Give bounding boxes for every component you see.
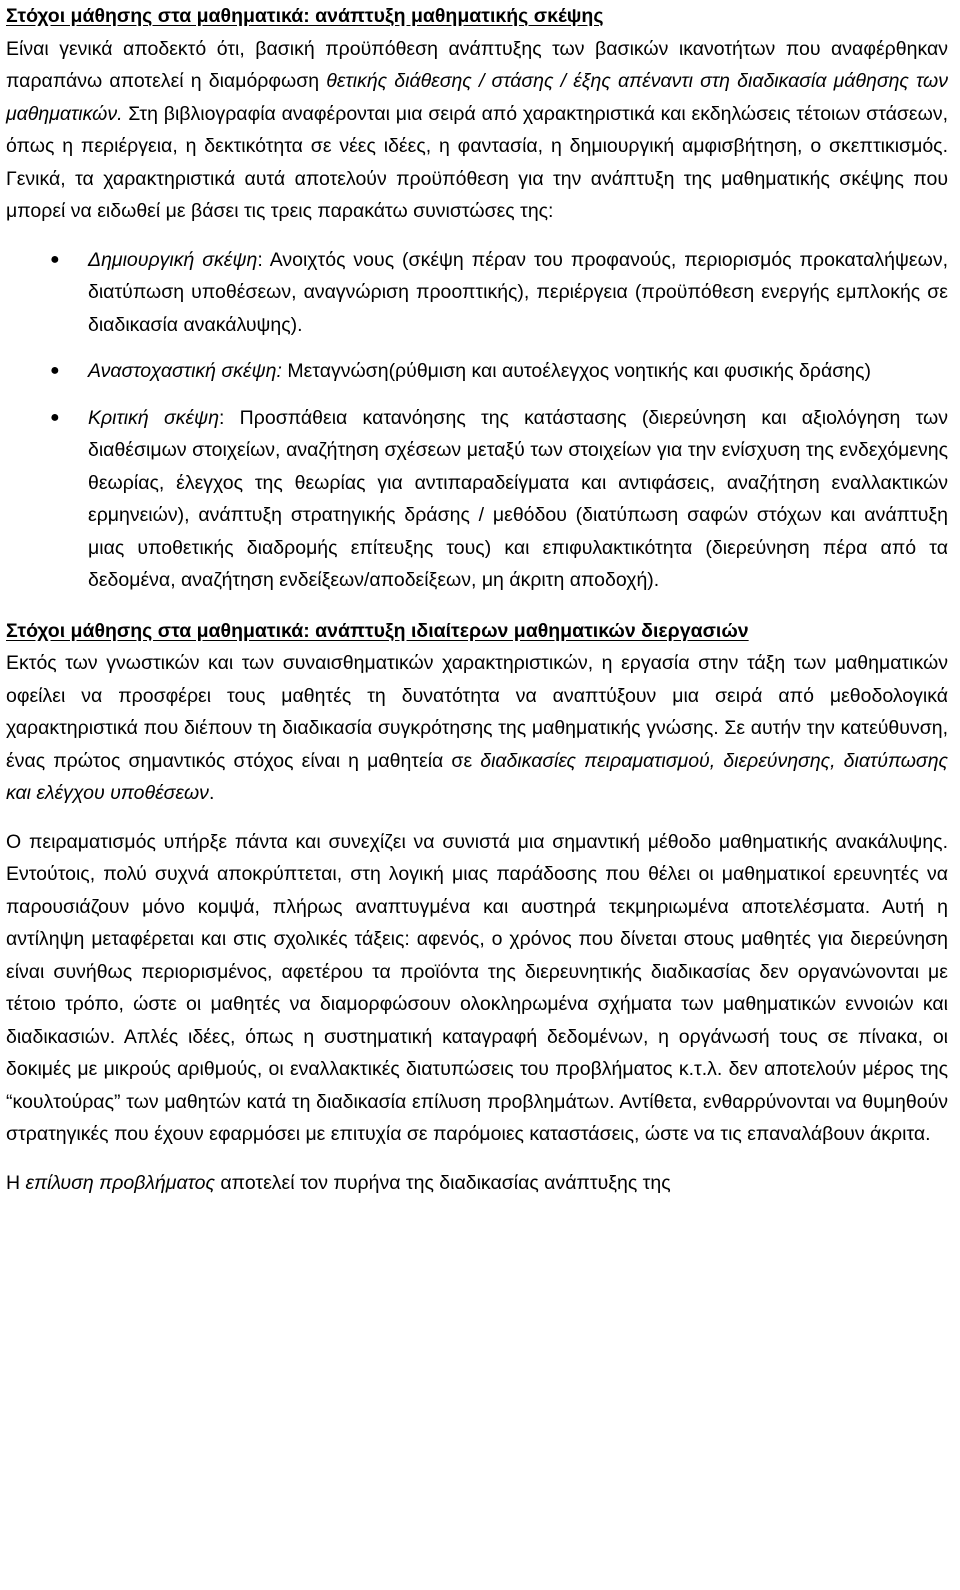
processes-text-part2: . [208,782,215,804]
list-item-text: : Προσπάθεια κατανόησης της κατάστασης (διερεύνηση και αξιολόγηση των διαθέσιμων στοιχείων, αναζήτηση σχέσεων μεταξύ των στοιχείων για την ενίσχυση της ενδεχόμενης θεωρίας, έλεγχος της θεωρίας για αντιπαραδείγματα και αντιφάσεις, αναζήτηση εναλλακτικών ερμηνειών), ανάπτυξη στρατηγικής δράσης / μεθόδου (διατύπωση σαφών στόχων και ανάπτυξη μιας υποθετικής διαδρομής επίτευξης τους) και επιφυλακτικότητα (διερεύνηση πέρα από τα δεδομένα, αναζήτηση ενδείξεων/αποδείξεων, μη άκριτη αποδοχή). [88,406,948,591]
intro-paragraph [6,33,948,228]
list-item-term: Κριτική σκέψη [88,406,220,429]
intro-emphasis: θετικής διάθεσης / στάσης / έξης απέναντι στη διαδικασία μάθησης των μαθηματικών. [6,70,948,125]
section-heading-mathematical-processes: Στόχοι μάθησης στα μαθηματικά: ανάπτυξη ιδιαίτερων μαθηματικών διεργασιών [6,619,749,642]
problem-solving-text-part1: Η [6,1171,26,1194]
intro-text-part1: Είναι γενικά αποδεκτό ότι, βασική προϋπόθεση ανάπτυξης των βασικών ικανοτήτων που αναφέρθηκαν παραπάνω αποτελεί η διαμόρφωση [6,37,948,92]
processes-paragraph [6,647,948,810]
problem-solving-text-part2: αποτελεί τον πυρήνα της διαδικασίας ανάπτυξης της [214,1171,671,1194]
list-item-text: Μεταγνώση(ρύθμιση και αυτοέλεγχος νοητικής και φυσικής δράσης) [281,360,872,382]
experimentation-paragraph: Ο πειραματισμός υπήρξε πάντα και συνεχίζει να συνιστά μια σημαντική μέθοδο μαθηματικής ανακάλυψης. Εντούτοις, πολύ συχνά αποκρύπτεται, στη λογική μιας παράδοσης που θέλει οι μαθηματικοί ερευνητές να παρουσιάζουν μόνο κομψά, πλήρως αναπτυγμένα και αυστηρά τεκμηριωμένα αποτελέσματα. Αυτή η αντίληψη μεταφέρεται και στις σχολικές τάξεις: αφενός, ο χρόνος που δίνεται στους μαθητές για διερεύνηση είναι συνήθως περιορισμένος, αφετέρου τα προϊόντα της διερευνητικής διαδικασίας δεν οργανώνονται με τέτοιο τρόπο, ώστε οι μαθητές να διαμορφώσουν ολοκληρωμένα σχήματα των μαθηματικών εννοιών και διαδικασιών. Απλές ιδέες, όπως η συστηματική καταγραφή δεδομένων, η οργάνωσή τους σε πίνακα, οι δοκιμές με μικρούς αριθμούς, οι εναλλακτικές διατυπώσεις του προβλήματος κ.τ.λ. δεν αποτελούν μέρος της “κουλτούρας” των μαθητών κατά τη διαδικασία επίλυση προβλημάτων. Αντίθετα, ενθαρρύνονται να θυμηθούν στρατηγικές που έχουν εφαρμόσει με επιτυχία σε παρόμοιες καταστάσεις, ώστε να τις επαναλάβουν άκριτα. [6,830,948,1145]
list-item-creative-thinking [50,244,949,342]
list-item-reflective-thinking [50,355,948,388]
processes-emphasis: διαδικασίες πειραματισμού, διερεύνησης, διατύπωσης και ελέγχου υποθέσεων [6,749,948,804]
bullet-icon: ● [50,408,60,426]
intro-text-part2: Στη βιβλιογραφία αναφέρονται μια σειρά από χαρακτηριστικά και εκδηλώσεις τέτοιων στάσεων, όπως η περιέργεια, η δεκτικότητα σε νέες ιδέες, η φαντασία, η δημιουργική αμφισβήτηση, ο σκεπτικισμός. Γενικά, τα χαρακτηριστικά αυτά αποτελούν προϋπόθεση για την ανάπτυξη της μαθηματικής σκέψης που μπορεί να ειδωθεί με βάσει τις τρεις παρακάτω συνιστώσες της: [6,102,948,222]
bullet-icon: ● [50,362,60,379]
section-heading-mathematical-thinking: Στόχοι μάθησης στα μαθηματικά: ανάπτυξη μαθηματικής σκέψης [6,5,604,27]
problem-solving-paragraph [6,1167,948,1200]
list-item-term: Αναστοχαστική σκέψη: [88,360,282,382]
problem-solving-emphasis: επίλυση προβλήματος [25,1171,215,1194]
list-item-term: Δημιουργική σκέψη [88,248,258,271]
thinking-components-list [6,244,948,597]
processes-text-part1: Εκτός των γνωστικών και των συναισθηματικών χαρακτηριστικών, η εργασία στην τάξη των μαθηματικών οφείλει να προσφέρει τους μαθητές τη δυνατότητα να αναπτύξουν μια σειρά από μεθοδολογικά χαρακτηριστικά που διέπουν τη διαδικασία συγκρότησης της μαθηματικής γνώσης. Σε αυτήν την κατεύθυνση, ένας πρώτος σημαντικός στόχος είναι η μαθητεία σε [6,652,948,772]
list-item-text: : Ανοιχτός νους (σκέψη πέραν του προφανούς, περιορισμός προκαταλήψεων, διατύπωση υποθέσεων, αναγνώριση προοπτικής), περιέργεια (προϋπόθεση ενεργής εμπλοκής σε διαδικασία ανακάλυψης). [88,248,949,336]
list-item-critical-thinking [50,402,948,597]
bullet-icon: ● [50,250,60,268]
